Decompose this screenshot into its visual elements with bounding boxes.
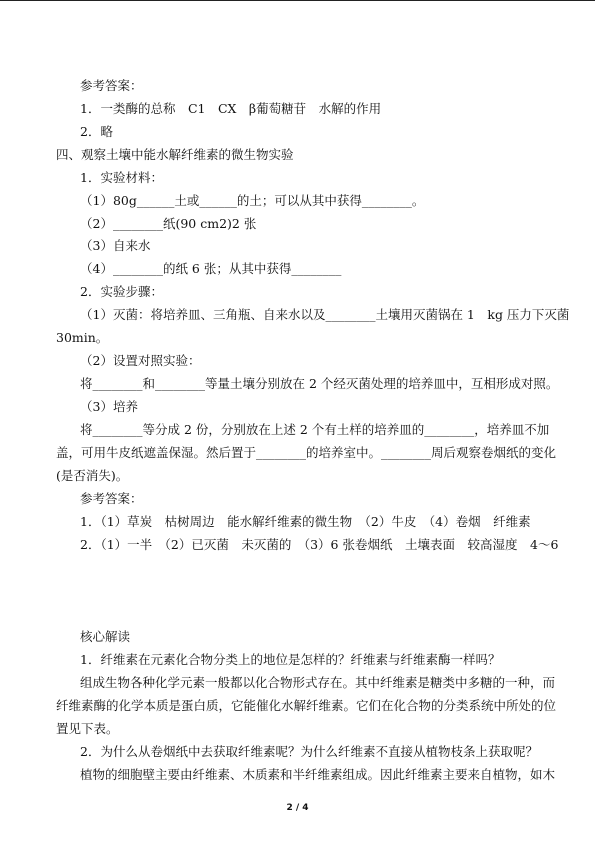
step-line: 将________和________等量土壤分别放在 2 个经灭菌处理的培养皿中，互相形成对照。: [80, 376, 559, 391]
material-item: （1）80g______土或______的土；可以从其中获得________。: [80, 193, 425, 208]
paragraph-line: 组成生物各种化学元素一般都以化合物形式存在。其中纤维素是糖类中多糖的一种，而: [80, 675, 556, 690]
answers-heading: 参考答案：: [80, 491, 143, 506]
step-title: （2）设置对照实验：: [80, 353, 201, 368]
core-reading-heading: 核心解读: [80, 629, 131, 644]
paragraph-line: 植物的细胞壁主要由纤维素、木质素和半纤维素组成。因此纤维素主要来自植物，如木: [80, 767, 556, 782]
material-item: （4）________的纸 6 张；从其中获得________: [80, 261, 342, 276]
question-line: 1．纤维素在元素化合物分类上的地位是怎样的？纤维素与纤维素酶一样吗？: [80, 652, 501, 667]
step-line: 30min。: [56, 330, 109, 345]
answer-item: 1．一类酶的总称 C1 CX β葡萄糖苷 水解的作用: [80, 101, 382, 116]
step-line: 盖，可用牛皮纸遮盖保湿。然后置于________的培养室中。________周后观察卷烟纸的变化: [56, 445, 557, 460]
step-line: 将________等分成 2 份，分别放在上述 2 个有土样的培养皿的________，培养皿不加: [80, 422, 550, 437]
steps-heading: 2．实验步骤：: [80, 284, 163, 299]
materials-heading: 1．实验材料：: [80, 170, 163, 185]
paragraph-line: 纤维素酶的化学本质是蛋白质，它能催化水解纤维素。它们在化合物的分类系统中所处的位: [56, 698, 557, 713]
answers-heading: 参考答案：: [80, 78, 143, 93]
answer-item: 2．略: [80, 124, 113, 139]
section-title: 四、观察土壤中能水解纤维素的微生物实验: [56, 147, 294, 162]
answer-item: 1．（1）草炭 枯树周边 能水解纤维素的微生物 （2）牛皮 （4）卷烟 纤维素: [80, 514, 531, 529]
question-line: 2．为什么从卷烟纸中去获取纤维素呢？为什么纤维素不直接从植物枝条上获取呢？: [80, 744, 538, 759]
material-item: （2）________纸(90 cm2)2 张: [80, 216, 257, 231]
page-number: 2 / 4: [286, 803, 309, 813]
step-line: (是否消失)。: [56, 468, 129, 483]
paragraph-line: 置见下表。: [56, 721, 119, 736]
step-title: （3）培养: [80, 399, 138, 414]
answer-item: 2．（1）一半 （2）已灭菌 未灭菌的 （3）6 张卷烟纸 土壤表面 较高湿度 4～6: [80, 537, 559, 552]
page-top-rule: [0, 0, 595, 1]
step-line: （1）灭菌：将培养皿、三角瓶、自来水以及________土壤用灭菌锅在 1 kg 压力下灭菌: [80, 307, 570, 322]
material-item: （3）自来水: [80, 238, 151, 253]
